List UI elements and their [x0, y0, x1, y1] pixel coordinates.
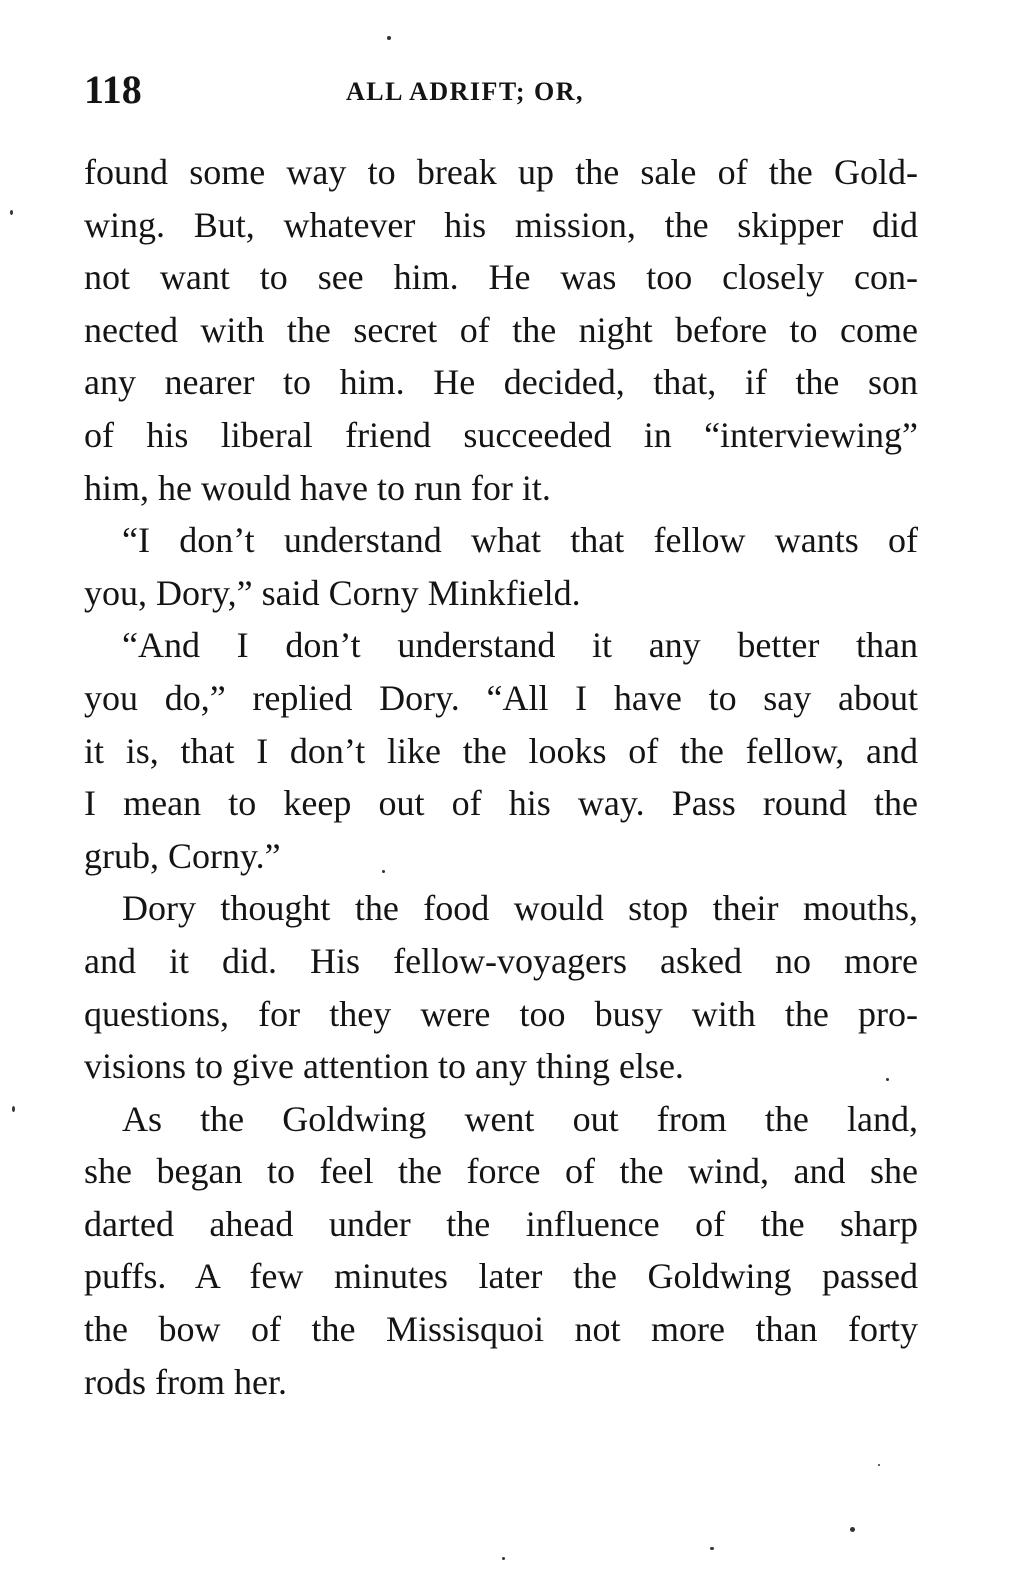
- text-line: it is, that I don’t like the looks of the fellow, and: [84, 730, 918, 771]
- scan-speck: [878, 1464, 880, 1466]
- text-line: the bow of the Missisquoi not more than forty: [84, 1309, 918, 1350]
- scan-speck: [387, 36, 391, 40]
- scan-speck: [850, 1527, 855, 1532]
- body-text: [84, 146, 918, 1408]
- scan-speck: [10, 210, 13, 215]
- text-line: visions to give attention to any thing else.: [84, 1046, 684, 1087]
- page-header: [84, 64, 918, 116]
- text-line: questions, for they were too busy with the pro-: [84, 993, 918, 1034]
- text-line: “I don’t understand what that fellow wants of: [122, 520, 918, 561]
- text-line: you do,” replied Dory. “All I have to say about: [84, 677, 918, 718]
- text-line: any nearer to him. He decided, that, if the son: [84, 362, 918, 403]
- text-line: nected with the secret of the night before to come: [84, 309, 918, 350]
- text-line: she began to feel the force of the wind, and she: [84, 1151, 918, 1192]
- text-line: rods from her.: [84, 1361, 287, 1402]
- text-line: I mean to keep out of his way. Pass round the: [84, 783, 918, 824]
- text-line: Dory thought the food would stop their mouths,: [122, 888, 918, 929]
- paragraph: [84, 619, 918, 882]
- text-line: puffs. A few minutes later the Goldwing passed: [84, 1256, 918, 1297]
- scan-speck: [886, 1078, 889, 1081]
- text-line: darted ahead under the influence of the sharp: [84, 1203, 918, 1244]
- text-line: found some way to break up the sale of the Gold-: [84, 152, 918, 192]
- text-line: him, he would have to run for it.: [84, 467, 551, 508]
- running-head: ALL ADRIFT; OR,: [346, 77, 584, 106]
- paragraph: [84, 882, 918, 1092]
- text-line: you, Dory,” said Corny Minkfield.: [84, 572, 581, 613]
- text-line: and it did. His fellow-voyagers asked no more: [84, 940, 918, 981]
- text-line: As the Goldwing went out from the land,: [122, 1098, 918, 1139]
- text-line: “And I don’t understand it any better than: [122, 625, 918, 666]
- text-line: of his liberal friend succeeded in “interviewing”: [84, 414, 918, 455]
- scan-speck: [12, 1106, 15, 1112]
- text-line: wing. But, whatever his mission, the skipper did: [84, 204, 918, 245]
- paragraph: [84, 1093, 918, 1409]
- page-number: 118: [84, 67, 142, 112]
- paragraph: [84, 514, 918, 619]
- text-line: not want to see him. He was too closely con-: [84, 257, 918, 298]
- text-line: grub, Corny.”: [84, 835, 281, 876]
- scan-speck: [502, 1557, 505, 1560]
- scan-speck: [710, 1547, 714, 1550]
- scan-speck: [382, 870, 385, 873]
- paragraph: [84, 146, 918, 514]
